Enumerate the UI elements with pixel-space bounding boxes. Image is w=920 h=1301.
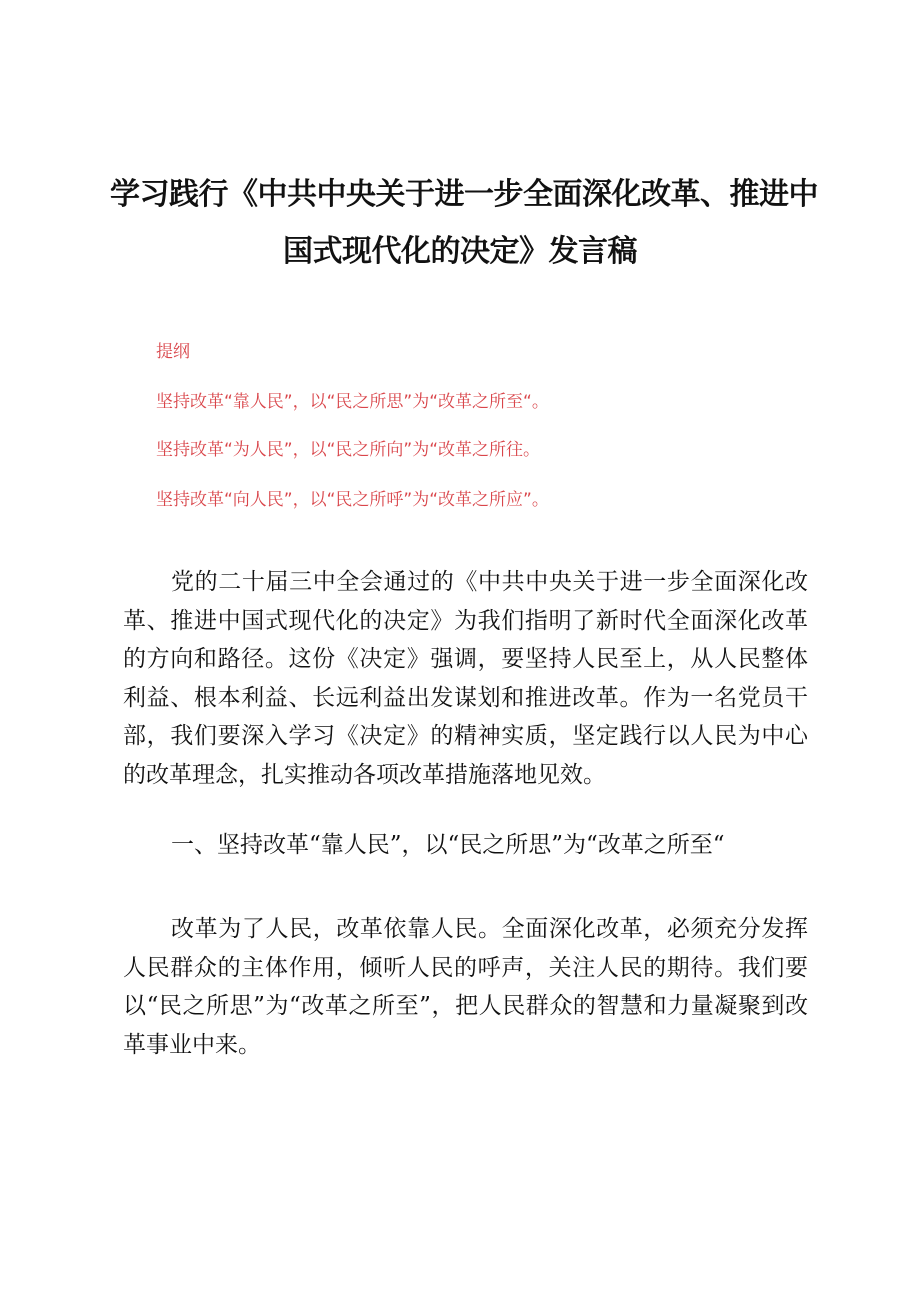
intro-paragraph: 党的二十届三中全会通过的《中共中央关于进一步全面深化改革、推进中国式现代化的决定》为我们指明了新时代全面深化改革的方向和路径。这份《决定》强调，要坚持人民至上，从人民整体利益、根本利益、长远利益出发谋划和推进改革。作为一名党员干部，我们要深入学习《决定》的精神实质，坚定践行以人民为中心的改革理念，扎实推动各项改革措施落地见效。 — [123, 569, 808, 788]
document-title-line-1: 学习践行《中共中央关于进一步全面深化改革、推进中 — [110, 177, 818, 212]
section-paragraph: 改革为了人民，改革依靠人民。全面深化改革，必须充分发挥人民群众的主体作用，倾听人民的呼声，关注人民的期待。我们要以“民之所思”为“改革之所至”，把人民群众的智慧和力量凝聚到改革事业中来。 — [123, 916, 808, 1058]
outline-item: 坚持改革“为人民”，以“民之所向”为“改革之所往。 — [156, 440, 541, 460]
outline-heading: 提纲 — [156, 342, 190, 362]
outline-item: 坚持改革“靠人民”，以“民之所思”为“改革之所至“。 — [156, 392, 549, 412]
section-heading: 一、坚持改革“靠人民”，以“民之所思”为“改革之所至“ — [171, 832, 725, 858]
document-title-line-2: 国式现代化的决定》发言稿 — [283, 234, 637, 269]
outline-item: 坚持改革“向人民”，以“民之所呼”为“改革之所应”。 — [156, 490, 549, 510]
